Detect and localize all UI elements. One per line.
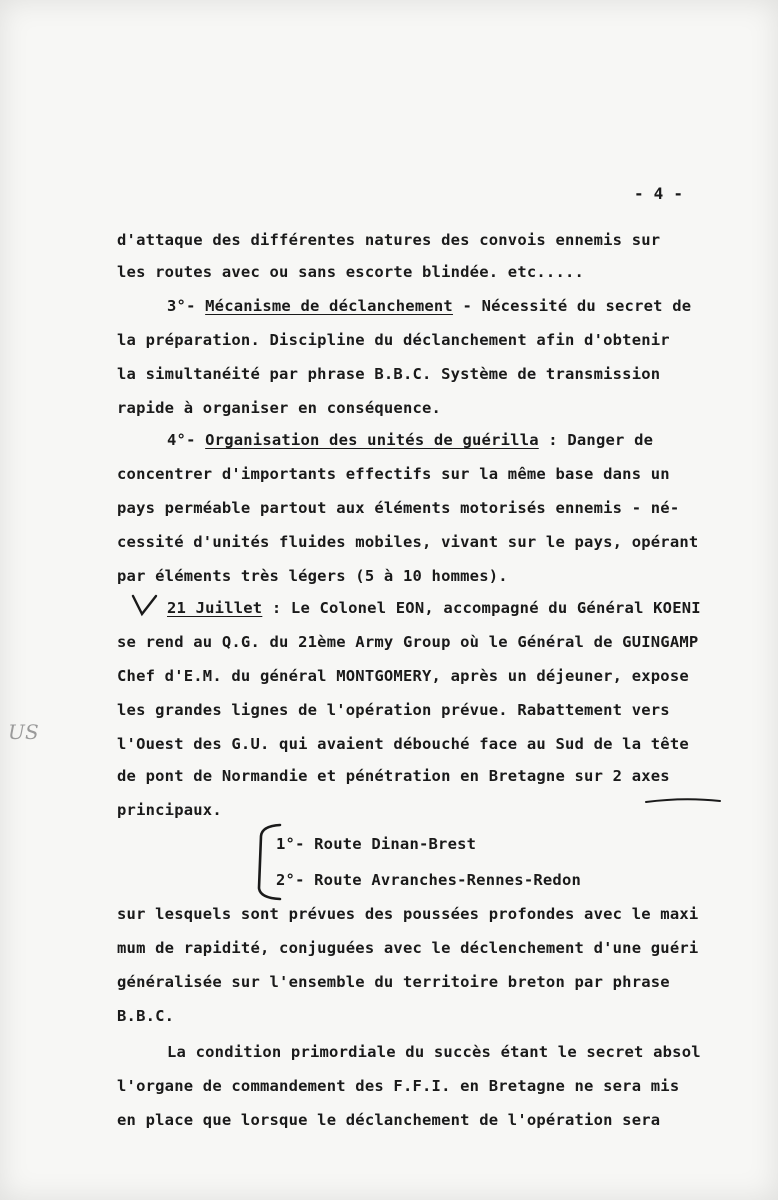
text-line: concentrer d'importants effectifs sur la même base dans un	[117, 465, 670, 483]
text-line: se rend au Q.G. du 21ème Army Group où le Général de GUINGAMP	[117, 633, 699, 651]
route-item: 1°- Route Dinan-Brest	[276, 835, 477, 853]
text-line: cessité d'unités fluides mobiles, vivant sur le pays, opérant	[117, 533, 699, 551]
text-line: B.B.C.	[117, 1007, 175, 1025]
text-line: - Nécessité du secret de	[452, 297, 692, 315]
entry-date: 21 Juillet	[167, 599, 263, 617]
section-3-heading	[167, 296, 691, 316]
section-number: 4°-	[167, 431, 206, 449]
section-number: 3°-	[167, 297, 206, 315]
text-line: : Le Colonel EON, accompagné du Général KOENI	[262, 599, 701, 617]
text-line: par éléments très légers (5 à 10 hommes).	[117, 567, 508, 585]
text-line: l'Ouest des G.U. qui avaient débouché face au Sud de la tête	[117, 735, 689, 753]
text-line: La condition primordiale du succès étant le secret absol	[167, 1043, 701, 1061]
text-line: généralisée sur l'ensemble du territoire breton par phrase	[117, 973, 670, 991]
text-line: en place que lorsque le déclanchement de l'opération sera	[117, 1111, 661, 1129]
text-line: pays perméable partout aux éléments motorisés ennemis - né-	[117, 499, 680, 517]
text-line: principaux.	[117, 801, 222, 819]
route-item: 2°- Route Avranches-Rennes-Redon	[276, 871, 582, 889]
section-4-heading	[167, 430, 653, 450]
text-line: d'attaque des différentes natures des convois ennemis sur	[117, 231, 661, 249]
page-number: - 4 -	[634, 184, 684, 203]
text-line: les grandes lignes de l'opération prévue. Rabattement vers	[117, 701, 670, 719]
section-title: Organisation des unités de guérilla	[205, 431, 539, 449]
text-line: de pont de Normandie et pénétration en Bretagne sur 2 axes	[117, 767, 670, 785]
text-line: la simultanéité par phrase B.B.C. Système de transmission	[117, 365, 661, 383]
margin-note: US	[8, 720, 39, 744]
text-line: sur lesquels sont prévues des poussées profondes avec le maxi	[117, 905, 699, 923]
handwritten-underline	[644, 796, 722, 806]
dated-entry	[167, 598, 701, 618]
section-title: Mécanisme de déclanchement	[205, 297, 453, 315]
text-line: rapide à organiser en conséquence.	[117, 399, 442, 417]
text-line: : Danger de	[538, 431, 654, 449]
text-line: la préparation. Discipline du déclanchement afin d'obtenir	[117, 331, 670, 349]
text-line: les routes avec ou sans escorte blindée. etc.....	[117, 263, 585, 281]
text-line: l'organe de commandement des F.F.I. en Bretagne ne sera mis	[117, 1077, 680, 1095]
handwritten-check-mark	[130, 592, 158, 618]
text-line: mum de rapidité, conjuguées avec le déclenchement d'une guéri	[117, 939, 699, 957]
text-line: Chef d'E.M. du général MONTGOMERY, après un déjeuner, expose	[117, 667, 689, 685]
